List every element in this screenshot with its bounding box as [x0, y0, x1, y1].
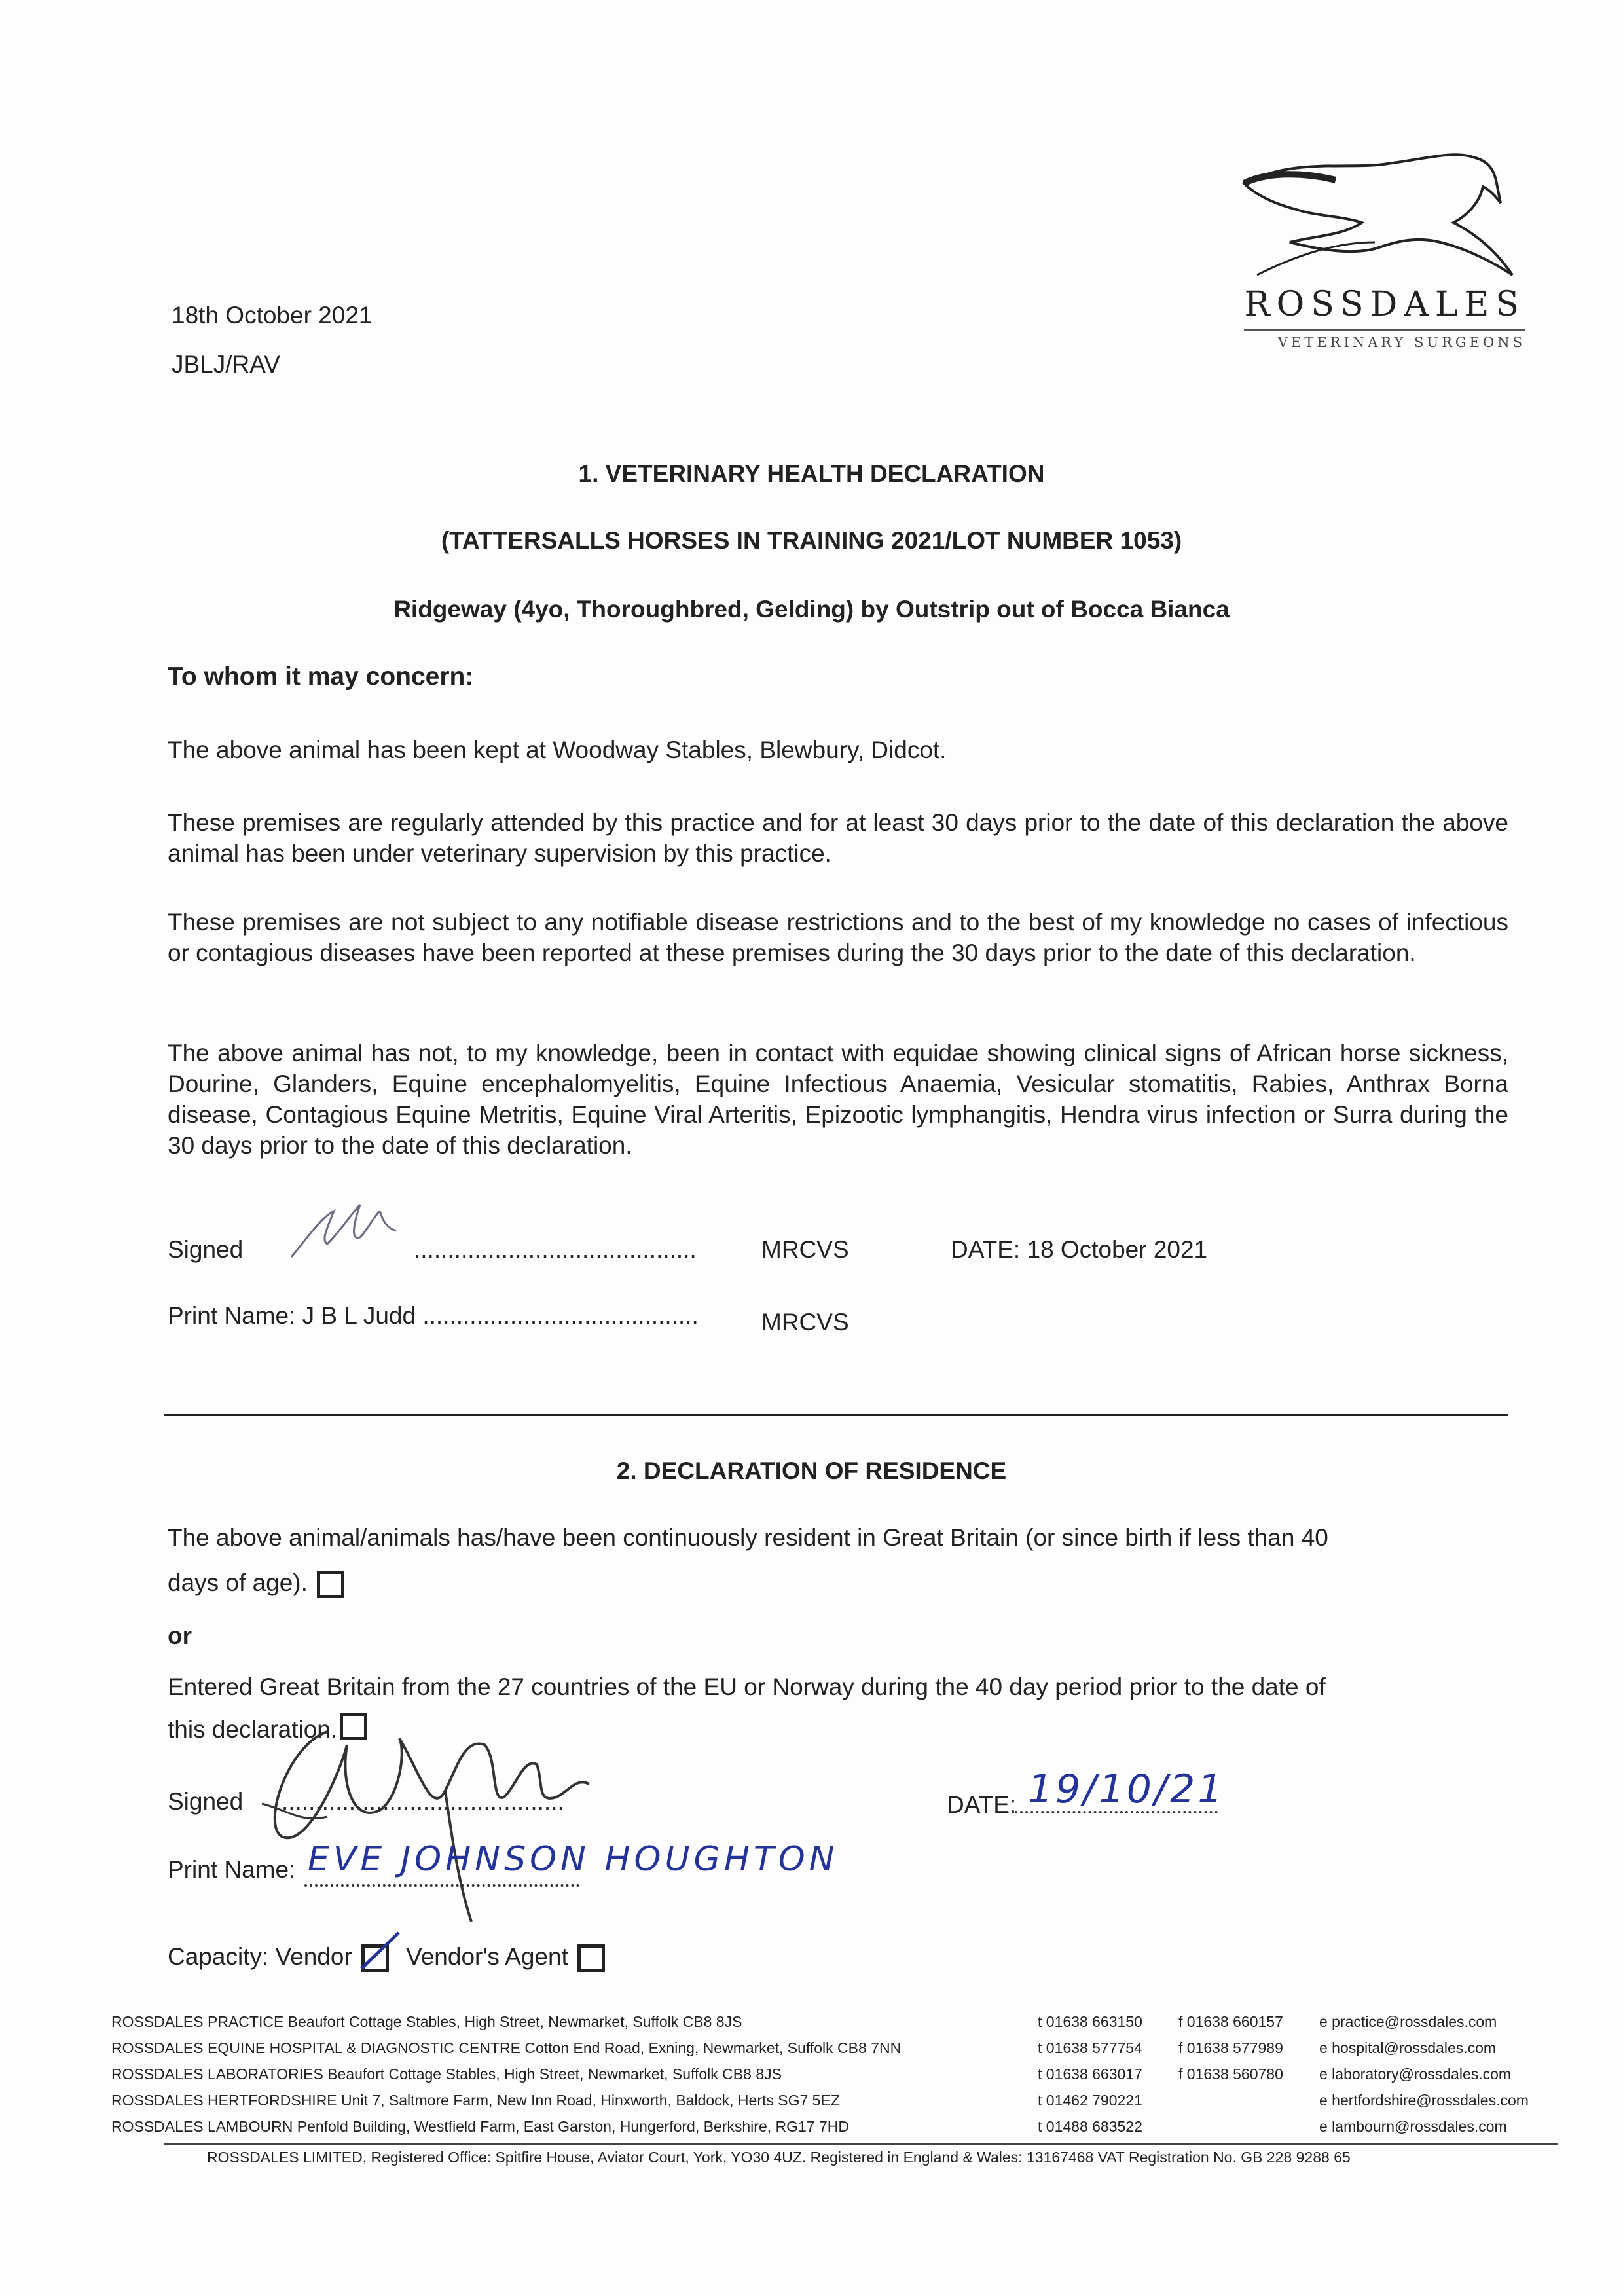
- vendor-print-name-label: Print Name:: [168, 1856, 296, 1883]
- paragraph-contact: The above animal has not, to my knowledge, been in contact with equidae showing clinical signs of African horse sickness, Dourine, Glanders, Equine encephalomyelitis, Equine Infectious Anaemia, Vesicular stomatitis, Rabies, Anthrax Borna disease, Contagious Equine Metritis, Equine Viral Arteritis, Epizootic lymphangitis, Hendra virus infection or Surra during the 30 days prior to the date of this declaration.: [168, 1040, 1508, 1159]
- vendor-date-label: DATE:: [947, 1791, 1017, 1818]
- footer-fax: f 01638 660157: [1178, 2013, 1283, 2030]
- footer-fax: f 01638 560780: [1178, 2066, 1283, 2083]
- vendor-print-name-handwritten: EVE JOHNSON HOUGHTON: [308, 1840, 839, 1879]
- rossdales-logo: [1218, 144, 1525, 360]
- vendor-date-handwritten: 19/10/21: [1028, 1766, 1226, 1812]
- footer-email[interactable]: e lambourn@rossdales.com: [1319, 2118, 1507, 2135]
- footer-tel: t 01638 577754: [1038, 2039, 1142, 2056]
- logo-tagline: VETERINARY SURGEONS: [1277, 335, 1525, 350]
- section-divider: [164, 1414, 1508, 1416]
- vet-signature: [282, 1192, 412, 1264]
- letter-date: 18th October 2021: [172, 302, 373, 329]
- footer-org: ROSSDALES PRACTICE Beaufort Cottage Stables, High Street, Newmarket, Suffolk CB8 8JS: [111, 2013, 742, 2030]
- reference-code: JBLJ/RAV: [172, 351, 280, 378]
- vet-signed-label: Signed: [168, 1236, 244, 1263]
- residence-option2-line1: Entered Great Britain from the 27 countries of the EU or Norway during the 40 day period prior to the date of: [168, 1673, 1326, 1700]
- section1-subtitle: (TATTERSALLS HORSES IN TRAINING 2021/LOT NUMBER 1053): [441, 527, 1182, 554]
- residence-option1-line1: The above animal/animals has/have been continuously resident in Great Britain (or since birth if less than 40: [168, 1524, 1328, 1551]
- section2-title: 2. DECLARATION OF RESIDENCE: [616, 1457, 1007, 1484]
- footer-fax: f 01638 577989: [1178, 2039, 1283, 2056]
- footer-tel: t 01488 683522: [1038, 2118, 1142, 2135]
- vendor-checkbox[interactable]: [361, 1944, 389, 1972]
- vet-mrcvs-2: MRCVS: [761, 1309, 849, 1336]
- horse-logo-icon: [1218, 144, 1525, 282]
- capacity-vendor-label: Capacity: Vendor: [168, 1943, 352, 1970]
- paragraph-restrictions: These premises are not subject to any notifiable disease restrictions and to the best of my knowledge no cases of infectious or contagious diseases have been reported at these premises during the 30 days prior to the date of this declaration.: [168, 909, 1508, 966]
- section1-title: 1. VETERINARY HEALTH DECLARATION: [578, 460, 1045, 487]
- footer-registered-office: ROSSDALES LIMITED, Registered Office: Spitfire House, Aviator Court, York, YO30 4UZ. Registered in England & Wales: 13167468 VAT Registration No. GB 228 9288 65: [207, 2149, 1351, 2166]
- vendor-signed-dots: ..........................................: [282, 1788, 564, 1815]
- footer-email[interactable]: e practice@rossdales.com: [1319, 2013, 1497, 2030]
- vet-print-name: Print Name: J B L Judd .........................................: [168, 1302, 699, 1329]
- footer-tel: t 01462 790221: [1038, 2092, 1142, 2109]
- footer-divider: [164, 2143, 1558, 2145]
- footer-email[interactable]: e hertfordshire@rossdales.com: [1319, 2092, 1529, 2109]
- footer-tel: t 01638 663017: [1038, 2066, 1142, 2083]
- footer-org: ROSSDALES HERTFORDSHIRE Unit 7, Saltmore Farm, New Inn Road, Hinxworth, Baldock, Herts SG7 5EZ: [111, 2092, 840, 2109]
- vendor-date-dots: [1015, 1793, 1218, 1813]
- footer-org: ROSSDALES EQUINE HOSPITAL & DIAGNOSTIC CENTRE Cotton End Road, Exning, Newmarket, Suffolk CB8 7NN: [111, 2039, 902, 2056]
- vet-signed-dots: ..........................................: [414, 1236, 697, 1263]
- resident-checkbox[interactable]: [317, 1571, 344, 1598]
- vendor-print-name-dots: [304, 1884, 579, 1887]
- logo-name: ROSSDALES: [1244, 285, 1525, 324]
- vendor-agent-checkbox[interactable]: [577, 1944, 605, 1972]
- footer-tel: t 01638 663150: [1038, 2013, 1142, 2030]
- footer-org: ROSSDALES LAMBOURN Penfold Building, Westfield Farm, East Garston, Hungerford, Berkshire, RG17 7HD: [111, 2118, 850, 2135]
- footer-org: ROSSDALES LABORATORIES Beaufort Cottage Stables, High Street, Newmarket, Suffolk CB8 8JS: [111, 2066, 782, 2083]
- residence-option1-line2: days of age).: [168, 1569, 308, 1596]
- capacity-row: [168, 1941, 605, 1973]
- vendor-signature: [249, 1692, 615, 1928]
- checkmark-icon: [358, 1929, 404, 1975]
- vet-mrcvs: MRCVS: [761, 1236, 849, 1263]
- or-label: or: [168, 1622, 192, 1649]
- horse-description: Ridgeway (4yo, Thoroughbred, Gelding) by Outstrip out of Bocca Bianca: [393, 596, 1230, 623]
- paragraph-supervision: These premises are regularly attended by this practice and for at least 30 days prior to the date of this declaration the above animal has been under veterinary supervision by this practice.: [168, 809, 1508, 867]
- vendor-agent-label: Vendor's Agent: [406, 1943, 568, 1970]
- footer-email[interactable]: e hospital@rossdales.com: [1319, 2039, 1497, 2056]
- paragraph-premises-kept: The above animal has been kept at Woodway Stables, Blewbury, Didcot.: [168, 737, 947, 763]
- vendor-signed-label: Signed: [168, 1788, 244, 1815]
- footer-email[interactable]: e laboratory@rossdales.com: [1319, 2066, 1512, 2083]
- residence-option1-line2-wrap: [168, 1567, 344, 1599]
- residence-option2-line2: this declaration.: [168, 1716, 338, 1743]
- vet-signature-date: DATE: 18 October 2021: [951, 1236, 1208, 1263]
- salutation: To whom it may concern:: [168, 663, 474, 691]
